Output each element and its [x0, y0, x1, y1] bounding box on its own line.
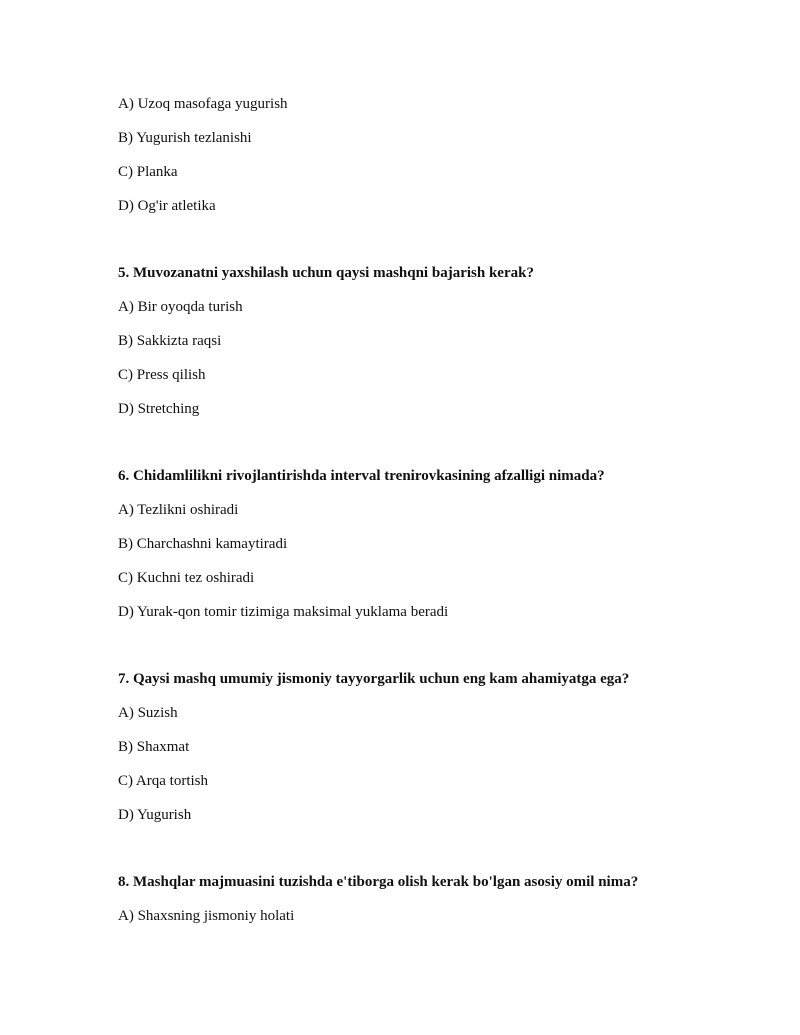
option-a: A) Uzoq masofaga yugurish	[118, 96, 288, 112]
option-c: C) Kuchni tez oshiradi	[118, 570, 255, 586]
question-7: 7. Qaysi mashq umumiy jismoniy tayyorgarlik uchun eng kam ahamiyatga ega?	[118, 671, 630, 687]
option-b: B) Charchashni kamaytiradi	[118, 536, 288, 552]
option-a: A) Bir oyoqda turish	[118, 299, 243, 315]
question-6: 6. Chidamlilikni rivojlantirishda interval trenirovkasining afzalligi nimada?	[118, 468, 605, 484]
option-c: C) Arqa tortish	[118, 773, 208, 789]
option-d: D) Og'ir atletika	[118, 198, 216, 214]
question-8: 8. Mashqlar majmuasini tuzishda e'tiborga olish kerak bo'lgan asosiy omil nima?	[118, 874, 639, 890]
option-d: D) Yugurish	[118, 807, 192, 823]
option-b: B) Sakkizta raqsi	[118, 333, 222, 349]
question-5: 5. Muvozanatni yaxshilash uchun qaysi mashqni bajarish kerak?	[118, 265, 534, 281]
option-a: A) Suzish	[118, 705, 178, 721]
option-a: A) Shaxsning jismoniy holati	[118, 908, 295, 924]
option-c: C) Press qilish	[118, 367, 206, 383]
option-c: C) Planka	[118, 164, 178, 180]
option-d: D) Stretching	[118, 401, 200, 417]
option-b: B) Yugurish tezlanishi	[118, 130, 252, 146]
option-b: B) Shaxmat	[118, 739, 190, 755]
option-d: D) Yurak-qon tomir tizimiga maksimal yuklama beradi	[118, 604, 449, 620]
option-a: A) Tezlikni oshiradi	[118, 502, 239, 518]
